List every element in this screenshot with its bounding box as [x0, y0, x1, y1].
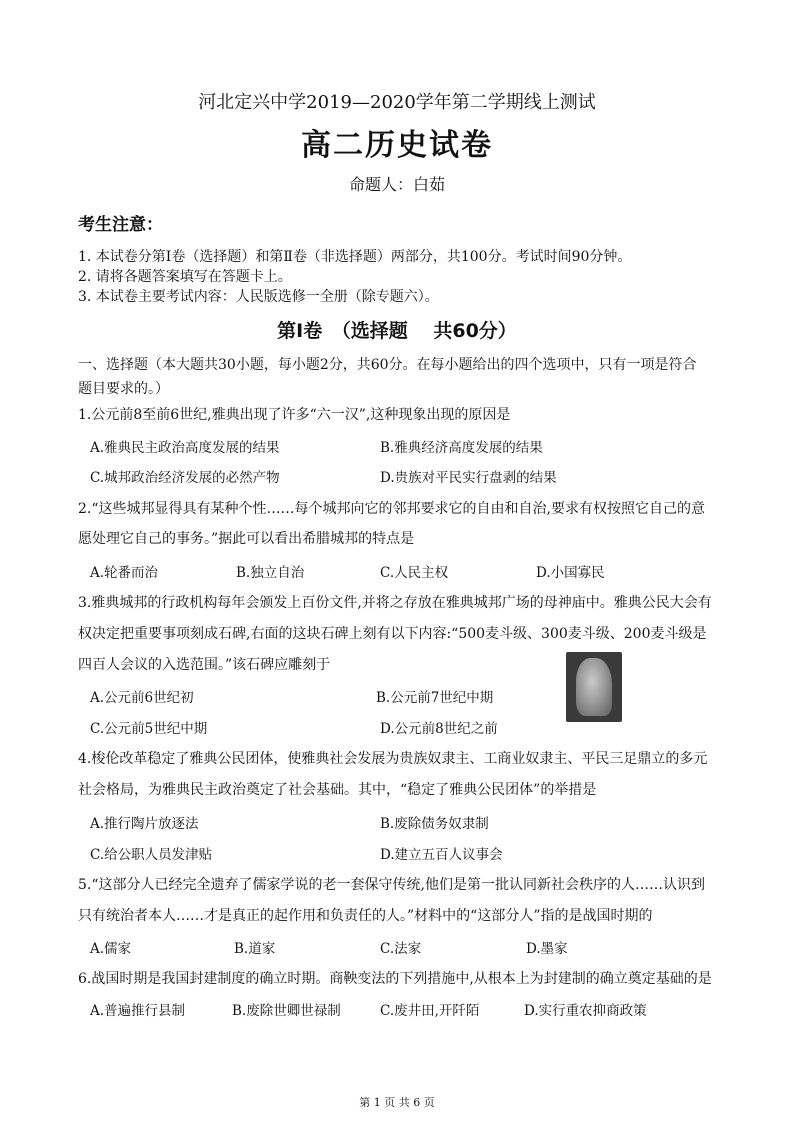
q1-option-a: A.雅典民主政治高度发展的结果: [90, 440, 280, 456]
q1-option-c: C.城邦政治经济发展的必然产物: [90, 470, 280, 486]
question-4-stem: 4.梭伦改革稳定了雅典公民团体，使雅典社会发展为贵族奴隶主、工商业奴隶主、平民三足鼎立的多元: [78, 751, 708, 767]
part-heading: 第Ⅰ卷 （选择题 共60分）: [277, 320, 517, 342]
q4-option-d: D.建立五百人议事会: [380, 847, 503, 863]
stone-stele-image: [566, 652, 622, 722]
question-2-stem: 愿处理它自己的事务。”据此可以看出希腊城邦的特点是: [78, 531, 415, 547]
question-3-stem: 四百人会议的入选范围。”该石碑应雕刻于: [78, 657, 331, 673]
question-6-stem: 6.战国时期是我国封建制度的确立时期。商鞅变法的下列措施中,从根本上为封建制的确立奠定基础的是: [78, 971, 712, 987]
q6-option-a: A.普遍推行县制: [90, 1003, 186, 1019]
q6-option-d: D.实行重农抑商政策: [524, 1003, 647, 1019]
q5-option-a: A.儒家: [90, 941, 132, 957]
q5-option-d: D.墨家: [526, 941, 568, 957]
page-footer: 第 1 页 共 6 页: [359, 1096, 435, 1109]
question-3-stem: 权决定把重要事项刻成石碑,右面的这块石碑上刻有以下内容:“500麦斗级、300麦斗级、200麦斗级是: [78, 626, 707, 642]
q5-option-b: B.道家: [234, 941, 276, 957]
section-instruction: 一、选择题（本大题共30小题，每小题2分，共60分。在每小题给出的四个选项中，只有一项是符合: [78, 357, 697, 373]
question-3-stem: 3.雅典城邦的行政机构每年会颁发上百份文件,并将之存放在雅典城邦广场的母神庙中。雅典公民大会有: [78, 595, 712, 611]
q3-option-d: D.公元前8世纪之前: [380, 721, 498, 737]
q6-option-c: C.废井田,开阡陌: [380, 1003, 480, 1019]
notice-heading: 考生注意：: [78, 215, 163, 235]
q2-option-d: D.小国寡民: [536, 565, 605, 581]
question-2-stem: 2.“这些城邦显得具有某种个性……每个城邦向它的邻邦要求它的自由和自治,要求有权按照它自己的意: [78, 501, 705, 517]
question-5-stem: 5.“这部分人已经完全遗弃了儒家学说的老一套保守传统,他们是第一批认同新社会秩序的人……认识到: [78, 877, 705, 893]
q3-option-b: B.公元前7世纪中期: [376, 690, 494, 706]
notice-item: 2. 请将各题答案填写在答题卡上。: [78, 269, 292, 285]
author-line: 命题人：白茹: [348, 175, 445, 194]
q4-option-c: C.给公职人员发津贴: [90, 847, 213, 863]
question-4-stem: 社会格局，为雅典民主政治奠定了社会基础。其中，“稳定了雅典公民团体”的举措是: [78, 782, 597, 798]
question-5-stem: 只有统治者本人……才是真正的起作用和负责任的人。”材料中的“这部分人”指的是战国时期的: [78, 908, 653, 924]
q1-option-d: D.贵族对平民实行盘剥的结果: [380, 470, 557, 486]
q1-option-b: B.雅典经济高度发展的结果: [380, 440, 543, 456]
q2-option-c: C.人民主权: [380, 565, 449, 581]
q5-option-c: C.法家: [380, 941, 422, 957]
q6-option-b: B.废除世卿世禄制: [232, 1003, 341, 1019]
q4-option-a: A.推行陶片放逐法: [90, 816, 199, 832]
q3-option-a: A.公元前6世纪初: [90, 690, 194, 706]
section-instruction: 题目要求的。）: [78, 381, 169, 397]
q2-option-b: B.独立自治: [236, 565, 305, 581]
stele-stone-shape: [576, 658, 612, 716]
notice-item: 3. 本试卷主要考试内容：人民版选修一全册（除专题六）。: [78, 289, 439, 305]
notice-item: 1. 本试卷分第Ⅰ卷（选择题）和第Ⅱ卷（非选择题）两部分，共100分。考试时间90分钟。: [78, 249, 632, 265]
page-title: 高二历史试卷: [301, 128, 493, 163]
school-header: 河北定兴中学2019—2020学年第二学期线上测试: [198, 92, 596, 113]
question-1-stem: 1.公元前8至前6世纪,雅典出现了许多“六一汉”,这种现象出现的原因是: [78, 407, 511, 423]
q3-option-c: C.公元前5世纪中期: [90, 721, 208, 737]
q4-option-b: B.废除债务奴隶制: [380, 816, 489, 832]
q2-option-a: A.轮番而治: [90, 565, 159, 581]
